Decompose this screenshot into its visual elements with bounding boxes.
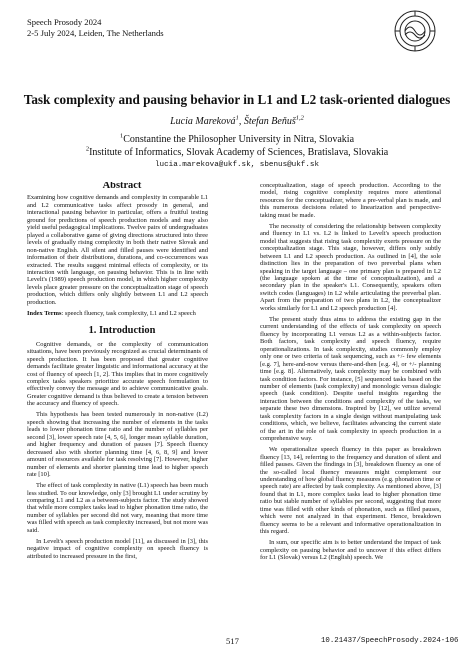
right-column xyxy=(260,182,441,622)
affiliation-1 xyxy=(0,134,474,145)
intro-paragraph-1: Cognitive demands, or the complexity of communication situations, have been previously recognized as crucial determinants of speech production. It has been proposed that greater cognitive demands facilitate greater linguistic and informational accuracy at the cost of fluency of speech [1, 2]. This implies that in more cognitively complex tasks speakers prioritize accurate speech formulation to effectively convey the message and to achieve communicative goals. Greater cognitive demand is thus believed to create a tension between the accuracy and fluency of speech. xyxy=(27,340,208,408)
intro-paragraph-3: The effect of task complexity in native (L1) speech has been much less studied. To our knowledge, only [3] brought L1 under scrutiny by comparing L1 and L2 as a between-subjects factor. The study showed that while more complex tasks lead to higher phonation time ratio, the number of syllables per second did not vary, meaning that more time was filled with speech as task complexity increased, but not more was said. xyxy=(27,482,208,534)
author-emails: lucia.marekova@ukf.sk, sbenus@ukf.sk xyxy=(154,161,320,169)
author-2-affil: 1,2 xyxy=(295,114,304,122)
author-2: Štefan Beňuš xyxy=(243,116,296,127)
introduction-heading: 1. Introduction xyxy=(88,325,156,337)
author-1-affil: 1 xyxy=(235,114,239,122)
index-terms-label: Index Terms xyxy=(27,309,62,317)
abstract-heading: Abstract xyxy=(102,182,142,191)
left-column xyxy=(27,182,208,622)
author-separator: , xyxy=(238,116,244,127)
conference-logo-icon xyxy=(392,8,438,54)
right-paragraph-4: We operationalize speech fluency in this paper as breakdown fluency [13, 14], referring to the frequency and duration of silent and filled pauses. Given the findings in [3], breakdown fluency as one of the so-called local fluency measures might complement our understanding of how global fluency measures (e.g. phonation time or speech rate) are affected by task complexity. As mentioned above, [3] found that in L1, more complex tasks lead to higher phonation time ratio but stable number of syllables per second, suggesting that more time was filled with other kinds of phonation, such as filled pauses, which were not analyzed in that experiment. Hence, breakdown fluency seems to be a relevant and informative operationalization in this regard. xyxy=(260,446,441,536)
paper-title: Task complexity and pausing behavior in L1 and L2 task-oriented dialogues xyxy=(23,92,451,107)
affiliation-2-number: 2 xyxy=(85,145,90,153)
right-paragraph-2: The necessity of considering the relationship between complexity and fluency in L1 vs. L2 is linked to Levelt's speech production model that suggests that rising task complexity exerts pressure on the conceptualization stage. This stage, however, differs only subtly between L1 and L2 speech production. As outlined in [4], the sole distinction lies in the preparation of two preverbal plans when speaking in the target language – one primary plan is prepared in L2 (the language spoken at the time of conceptualization), and a secondary plan in the speaker's L1. Consequently, speakers often switch codes (languages) in L2 while articulating the preverbal plan. Apart from the preparation of two plans in L2, the conceptualizer works similarly for L1 and L2 speech production [4]. xyxy=(260,222,441,312)
abstract-text: Examining how cognitive demands and complexity in comparable L1 and L2 communicative tasks affect prosody in general, and interactional pausing behavior in particular, offers a fruitful testing ground for predictions of speech production models and may also yield useful pedagogical implications. Twelve pairs of undergraduates played a collaborative game of giving directions structured into three levels of gradually rising complexity in both their native Slovak and non-native English. All silent and filled pauses were identified and information of their distributions, durations, and co-occurrences was extracted. The results suggest minimal effects of complexity, or its interaction with language, on pausing behavior. This is in line with Levelt's (1989) speech production model, in which higher complexity levels place greater pressure on the conceptualization stage of speech production, which differs only slightly between L1 and L2 speech production. xyxy=(27,194,208,306)
right-paragraph-1: conceptualization, stage of speech production. According to the model, rising cognitive complexity requires more attentional resources for the conceptualizer, where a pre-verbal plan is made, and this numerous decisions related to linearization and perspective-taking must be made. xyxy=(260,182,441,219)
intro-paragraph-4: In Levelt's speech production model [11], as discussed in [3], this negative impact of cognitive complexity on speech fluency is attributed to increased pressure in the first, xyxy=(27,537,208,560)
index-terms-text: : speech fluency, task complexity, L1 and L2 speech xyxy=(61,309,196,317)
affiliation-1-number: 1 xyxy=(119,132,124,140)
author-1: Lucia Mareková xyxy=(170,116,236,127)
right-paragraph-5: In sum, our specific aim is to better understand the impact of task complexity on pausing behavior and to uncover if this effect differs for L1 (Slovak) versus L2 (English) speech. We xyxy=(260,539,441,562)
authors-line xyxy=(0,116,474,127)
conference-name: Speech Prosody 2024 xyxy=(27,17,102,27)
conference-dates-location: 2-5 July 2024, Leiden, The Netherlands xyxy=(27,28,164,38)
right-paragraph-3: The present study thus aims to address the existing gap in the current understanding of the effects of task complexity on speech fluency by incorporating L1 versus L2 as a within-subjects factor. Both factors, task complexity and speech fluency, require operationalizations. In task complexity, studies commonly employ only one or two criteria of task sequencing, such as +/- few elements [e.g. 7], here-and-now versus there-and-then [e.g. 4], or +/- planning time [e.g. 8]. Alternatively, task complexity may be combined with task condition factors. For instance, [5] sequenced tasks based on the number of elements (task complexity) and monologic versus dialogic speech (task condition). Despite useful insights regarding the interaction between the conditions and complexity of the tasks, we separate these two dimensions. Inspired by [12], we utilize several task complexity factors in a single design without manipulating task conditions, which, we believe, facilitates advancing the current state of the art in the role of task complexity in speech production in a comprehensive way. xyxy=(260,315,441,443)
index-terms xyxy=(27,310,208,317)
page-number: 517 xyxy=(226,636,239,646)
affiliation-1-text: Constantine the Philosopher University in Nitra, Slovakia xyxy=(123,134,355,145)
affiliation-2-text: Institute of Informatics, Slovak Academy of Sciences, Bratislava, Slovakia xyxy=(89,147,389,158)
doi: 10.21437/SpeechProsody.2024-106 xyxy=(321,637,459,645)
intro-paragraph-2: This hypothesis has been tested numerously in non-native (L2) speech showing that increasing the number of elements in the tasks leads to lower phonation time ratio and the number of syllables per second [3], lower speech rate [4, 5, 6], longer mean syllable duration, and higher frequency and duration of pauses [7]. Speech fluency decreased also with shorter planning time [4, 6, 8, 9] and lower amount of resources available for task resolving [7]. However, higher number of elements and shorter planning time lead to higher speech rate [10]. xyxy=(27,411,208,479)
